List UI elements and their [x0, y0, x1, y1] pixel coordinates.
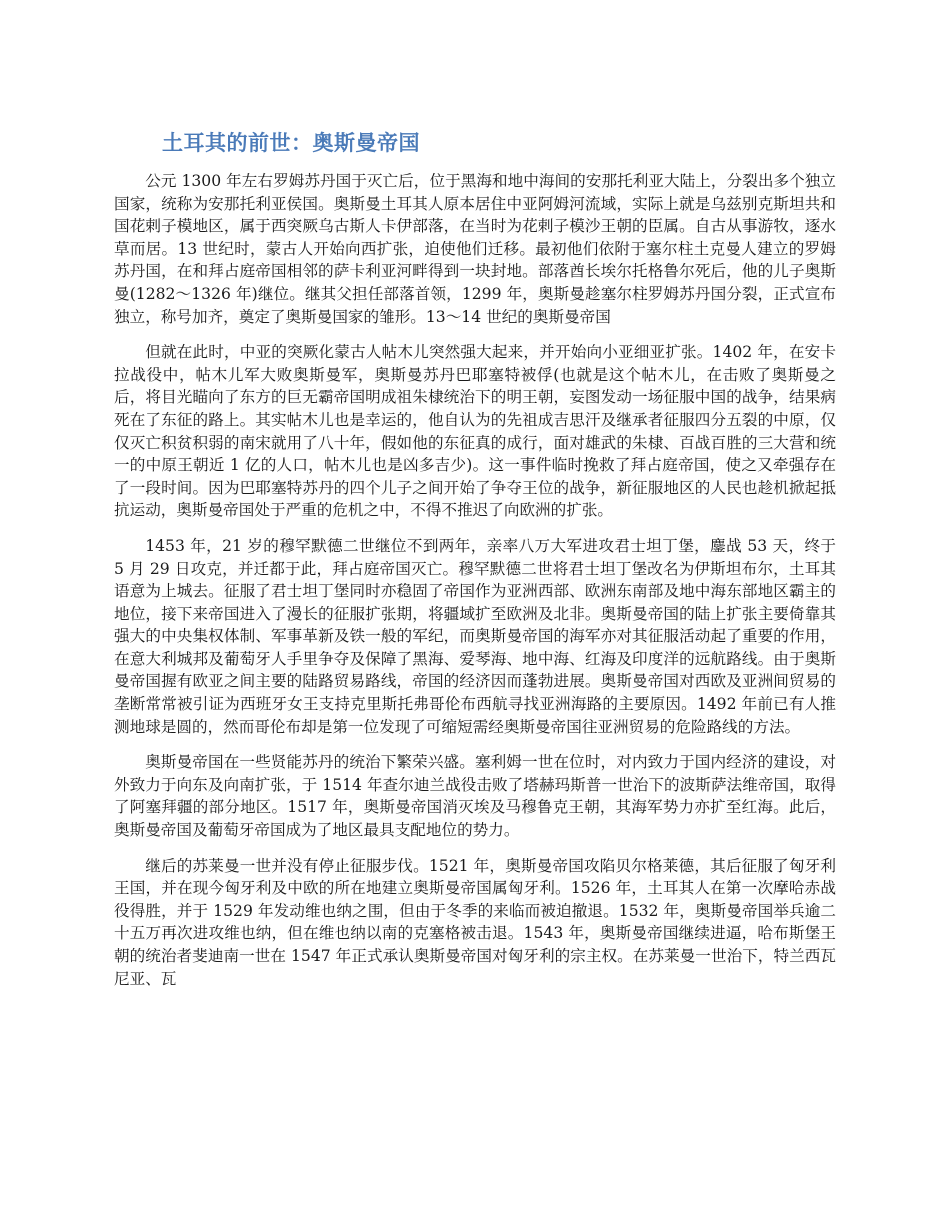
paragraph-3: 1453 年，21 岁的穆罕默德二世继位不到两年，亲率八万大军进攻君士坦丁堡，鏖战 53 天，终于 5 月 29 日攻克，并迁都于此，拜占庭帝国灭亡。穆罕默德二世将君士坦丁堡改名为伊斯坦布尔，土耳其语意为上城去。征服了君士坦丁堡同时亦稳固了帝国作为亚洲西部、欧洲东南部及地中海东部地区霸主的地位，接下来帝国进入了漫长的征服扩张期，将疆域扩至欧洲及北非。奥斯曼帝国的陆上扩张主要倚靠其强大的中央集权体制、军事革新及铁一般的军纪，而奥斯曼帝国的海军亦对其征服活动起了重要的作用，在意大利城邦及葡萄牙人手里争夺及保障了黑海、爱琴海、地中海、红海及印度洋的远航路线。由于奥斯曼帝国握有欧亚之间主要的陆路贸易路线，帝国的经济因而蓬勃进展。奥斯曼帝国对西欧及亚洲间贸易的垄断常常被引证为西班牙女王支持克里斯托弗哥伦布西航寻找亚洲海路的主要原因。1492 年前已有人推测地球是圆的，然而哥伦布却是第一位发现了可缩短需经奥斯曼帝国往亚洲贸易的危险路线的方法。: [114, 536, 836, 736]
paragraph-5: 继后的苏莱曼一世并没有停止征服步伐。1521 年，奥斯曼帝国攻陷贝尔格莱德，其后征服了匈牙利王国，并在现今匈牙利及中欧的所在地建立奥斯曼帝国属匈牙利。1526 年，土耳其人在第一次摩哈赤战役得胜，并于 1529 年发动维也纳之围，但由于冬季的来临而被迫撤退。1532 年，奥斯曼帝国举兵逾二十五万再次进攻维也纳，但在维也纳以南的克塞格被击退。1543 年，奥斯曼帝国继续进逼，哈布斯堡王朝的统治者斐迪南一世在 1547 年正式承认奥斯曼帝国对匈牙利的宗主权。在苏莱曼一世治下，特兰西瓦尼亚、瓦: [114, 856, 836, 988]
paragraph-1: 公元 1300 年左右罗姆苏丹国于灭亡后，位于黑海和地中海间的安那托利亚大陆上，分裂出多个独立国家，统称为安那托利亚侯国。奥斯曼土耳其人原本居住中亚阿姆河流域，实际上就是乌兹别克斯坦共和国花剌子模地区，属于西突厥乌古斯人卡伊部落，在当时为花剌子模沙王朝的臣属。自古从事游牧，逐水草而居。13 世纪时，蒙古人开始向西扩张，迫使他们迁移。最初他们依附于塞尔柱土克曼人建立的罗姆苏丹国，在和拜占庭帝国相邻的萨卡利亚河畔得到一块封地。部落酋长埃尔托格鲁尔死后，他的儿子奥斯曼(1282～1326 年)继位。继其父担任部落首领，1299 年，奥斯曼趁塞尔柱罗姆苏丹国分裂，正式宣布独立，称号加齐，奠定了奥斯曼国家的雏形。13～14 世纪的奥斯曼帝国: [114, 172, 836, 326]
paragraph-2: 但就在此时，中亚的突厥化蒙古人帖木儿突然强大起来，并开始向小亚细亚扩张。1402 年，在安卡拉战役中，帖木儿军大败奥斯曼军，奥斯曼苏丹巴耶塞特被俘(也就是这个帖木儿，在击败了奥斯曼之后，将目光瞄向了东方的巨无霸帝国明成祖朱棣统治下的明王朝，妄图发动一场征服中国的战争，结果病死在了东征的路上。其实帖木儿也是幸运的，他自认为的先祖成吉思汗及继承者征服四分五裂的中原，仅仅灭亡积贫积弱的南宋就用了八十年，假如他的东征真的成行，面对雄武的朱棣、百战百胜的三大营和统一的中原王朝近 1 亿的人口，帖木儿也是凶多吉少)。这一事件临时挽救了拜占庭帝国，使之又牵强存在了一段时间。因为巴耶塞特苏丹的四个儿子之间开始了争夺王位的战争，新征服地区的人民也趁机掀起抵抗运动，奥斯曼帝国处于严重的危机之中，不得不推迟了向欧洲的扩张。: [114, 343, 836, 520]
document-title: 土耳其的前世：奥斯曼帝国: [162, 131, 420, 155]
document-body: [114, 170, 836, 1003]
paragraph-4: 奥斯曼帝国在一些贤能苏丹的统治下繁荣兴盛。塞利姆一世在位时，对内致力于国内经济的建设，对外致力于向东及向南扩张，于 1514 年查尔迪兰战役击败了塔赫玛斯普一世治下的波斯萨法维帝国，取得了阿塞拜疆的部分地区。1517 年，奥斯曼帝国消灭埃及马穆鲁克王朝，其海军势力亦扩至红海。此后，奥斯曼帝国及葡萄牙帝国成为了地区最具支配地位的势力。: [114, 753, 836, 840]
